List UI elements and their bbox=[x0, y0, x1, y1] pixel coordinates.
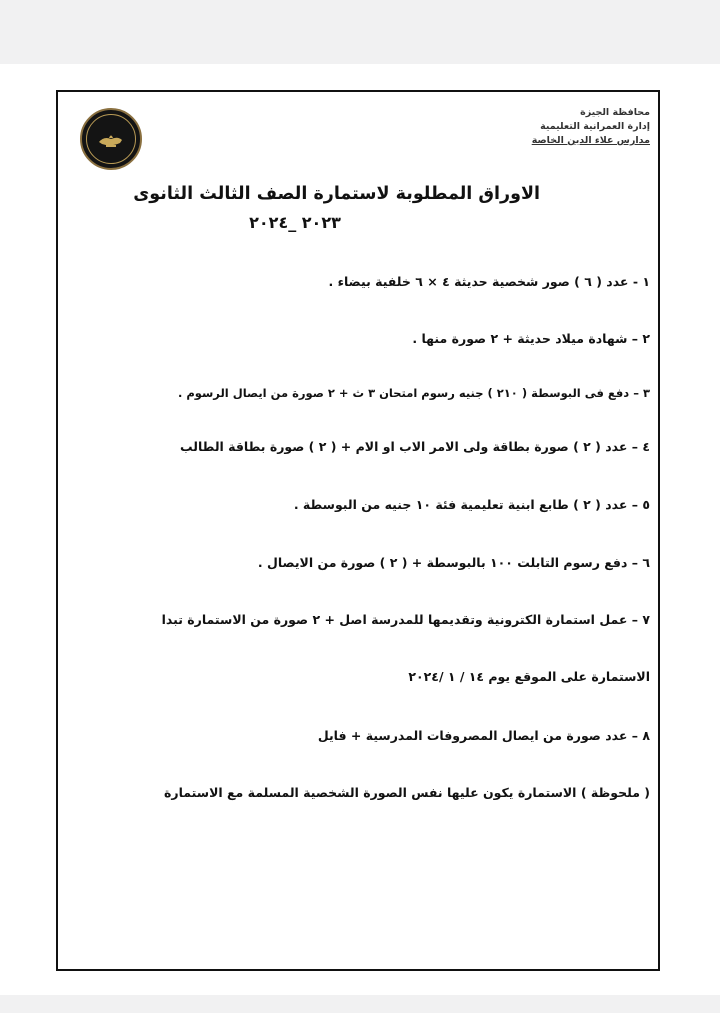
document-title: الاوراق المطلوبة لاستمارة الصف الثالث الثانوى bbox=[133, 184, 540, 204]
school-header bbox=[430, 106, 650, 148]
directorate-line: إدارة العمرانية التعليمية bbox=[540, 121, 650, 132]
bottom-margin bbox=[0, 995, 720, 1013]
requirement-item-5: ٥ – عدد ( ٢ ) طابع ابنية تعليمية فئة ١٠ جنيه من البوسطة . bbox=[293, 497, 650, 512]
school-logo bbox=[80, 108, 142, 170]
requirement-item-4: ٤ – عدد ( ٢ ) صورة بطاقة ولى الامر الاب او الام + ( ٢ ) صورة بطاقة الطالب bbox=[180, 439, 650, 454]
requirement-item-7-continued: الاستمارة على الموقع يوم ١٤ / ١ /٢٠٢٤ bbox=[408, 669, 650, 684]
academic-year: ٢٠٢٣ _٢٠٢٤ bbox=[249, 213, 341, 232]
requirement-item-6: ٦ – دفع رسوم التابلت ١٠٠ بالبوسطة + ( ٢ ) صورة من الايصال . bbox=[257, 555, 650, 570]
requirement-item-8: ٨ – عدد صورة من ايصال المصروفات المدرسية + فايل bbox=[317, 728, 650, 743]
school-name-line: مدارس علاء الدين الخاصة bbox=[531, 135, 650, 146]
top-margin bbox=[0, 0, 720, 64]
governorate-line: محافظة الجيزة bbox=[580, 107, 650, 118]
requirement-item-3: ٣ – دفع فى البوسطة ( ٢١٠ ) جنيه رسوم امتحان ٣ ث + ٢ صورة من ايصال الرسوم . bbox=[177, 386, 650, 400]
magic-lamp-icon bbox=[96, 130, 126, 150]
requirement-item-2: ٢ – شهادة ميلاد حديثة + ٢ صورة منها . bbox=[412, 331, 650, 346]
requirement-item-7: ٧ – عمل استمارة الكترونية وتقديمها للمدرسة اصل + ٢ صورة من الاستمارة تبدا bbox=[161, 612, 650, 627]
requirement-item-1: ١ - عدد ( ٦ ) صور شخصية حديثة ٤ × ٦ خلفية بيضاء . bbox=[328, 274, 650, 289]
note: ( ملحوظة ) الاستمارة يكون عليها نفس الصورة الشخصية المسلمة مع الاستمارة bbox=[164, 785, 650, 800]
